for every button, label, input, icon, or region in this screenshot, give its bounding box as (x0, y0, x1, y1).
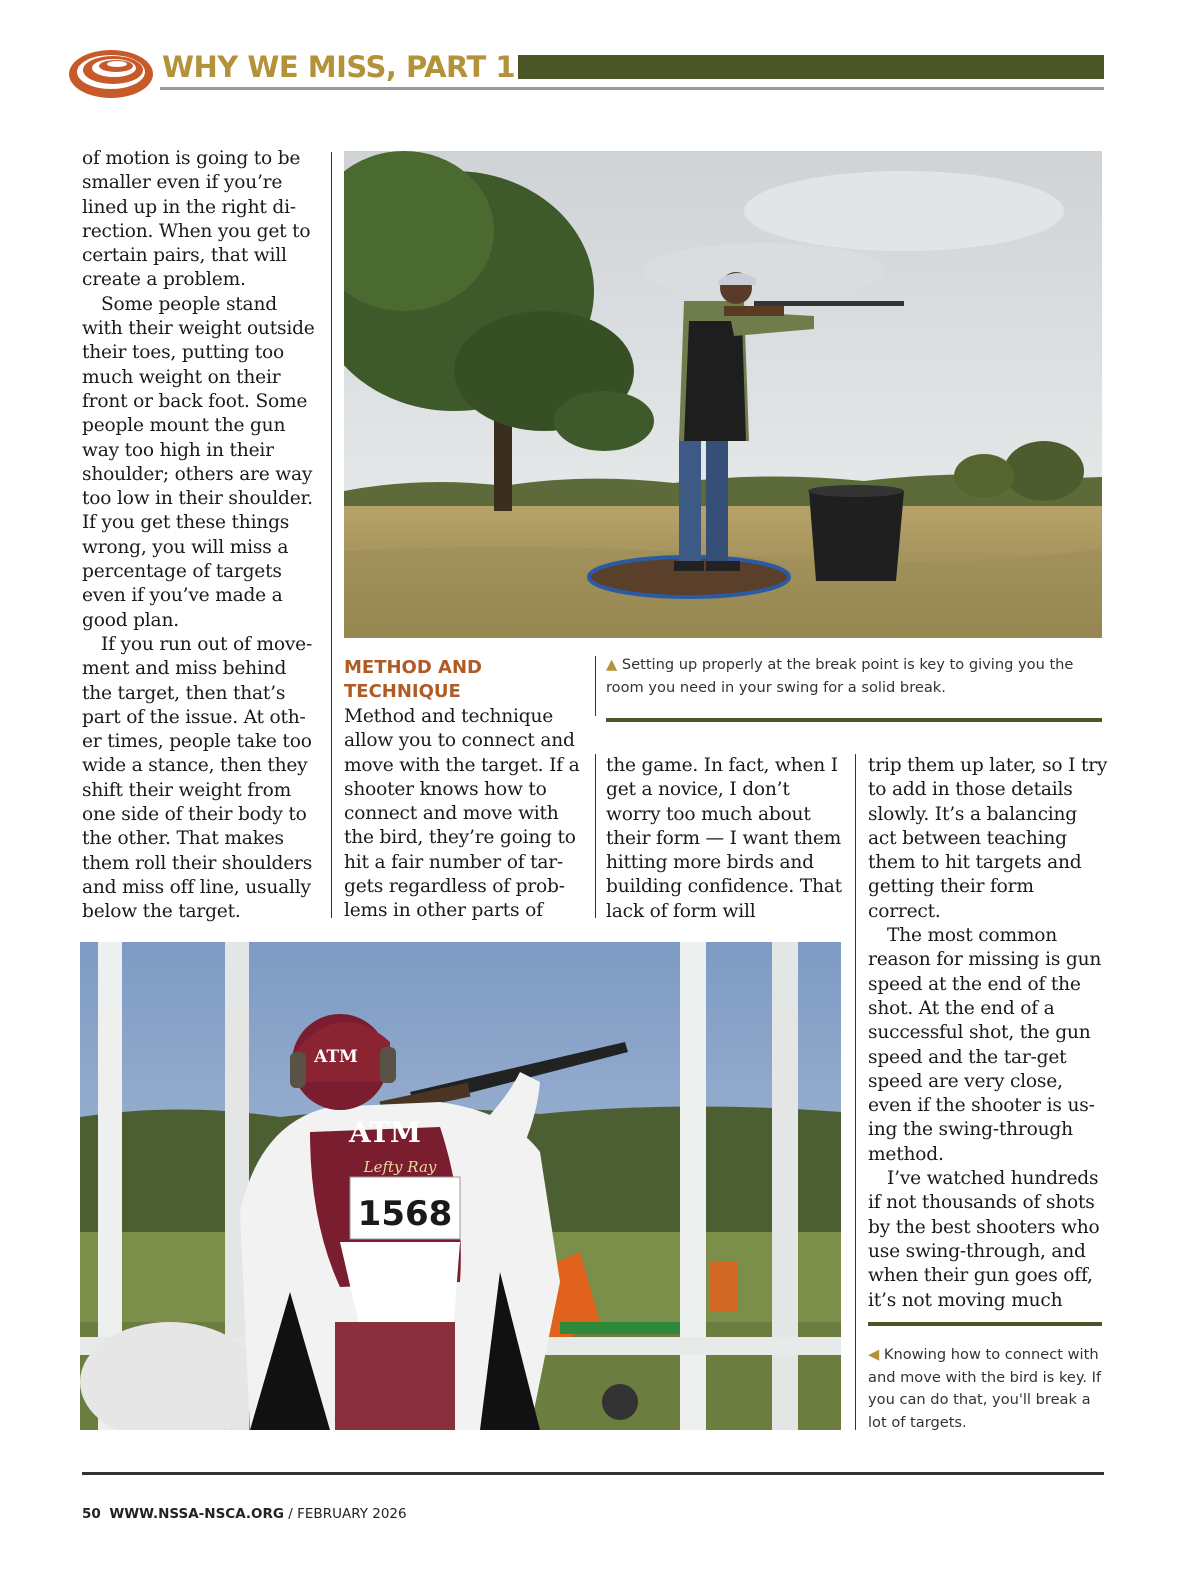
clay-target-logo-icon (66, 42, 156, 102)
vest-name: Lefty Ray (363, 1158, 437, 1176)
page-number: 50 (82, 1506, 101, 1522)
header-bar (518, 55, 1104, 79)
article-column-3 (606, 754, 848, 924)
caption-text: Setting up properly at the break point is key to giving you the room you need in your swing for a solid break. (606, 656, 1074, 696)
photo-shooter-field (344, 151, 1102, 638)
paragraph: The most common reason for missing is gun speed at the end of the shot. At the end of a successful shot, the gun speed and the tar-get speed are very close, even if the shooter is us-ing the swing-through method. (868, 925, 1102, 1165)
caption-triangle-left-icon: ◀ (868, 1346, 880, 1363)
cap-logo: ATM (314, 1047, 358, 1067)
column-divider (595, 754, 596, 918)
column-divider (595, 656, 596, 716)
caption-rule (606, 718, 1102, 722)
caption-text: Knowing how to connect with and move with the bird is key. If you can do that, you'll break a lot of targets. (868, 1346, 1102, 1431)
paragraph: trip them up later, so I try to add in those details slowly. It’s a balancing act between teaching them to hit targets and getting their form correct. (868, 755, 1108, 922)
section-subhead: METHOD AND TECHNIQUE (344, 657, 482, 702)
photo-caption-1 (606, 654, 1102, 699)
vest-logo: ATM (348, 1116, 422, 1149)
paragraph: I’ve watched hundreds if not thousands of shots by the best shooters who use swing-through, and when their gun goes off, it’s not moving much (868, 1168, 1100, 1311)
footer-url: WWW.NSSA-NSCA.ORG (109, 1506, 284, 1522)
article-column-1 (82, 147, 320, 925)
paragraph: of motion is going to be smaller even if you’re lined up in the right di-rection. When you get to certain pairs, that will create a problem. (82, 148, 311, 291)
photo-shooter-stand (80, 942, 841, 1430)
footer-date: / FEBRUARY 2026 (288, 1506, 407, 1522)
page-title: WHY WE MISS, PART 1 (162, 50, 516, 84)
paragraph: the game. In fact, when I get a novice, I don’t worry too much about their form — I want them hitting more birds and building confidence. That lack of form will (606, 755, 842, 922)
article-column-2 (344, 705, 586, 924)
paragraph: Some people stand with their weight outside their toes, putting too much weight on their front or back foot. Some people mount the gun way too high in their shoulder; others are way too low in their shoulder. If you get these things wrong, you will miss a percentage of targets even if you’ve made a good plan. (82, 293, 315, 631)
caption-rule (868, 1322, 1102, 1326)
header-divider (160, 87, 1104, 90)
photo-caption-2 (868, 1344, 1104, 1434)
paragraph: Method and technique allow you to connect and move with the target. If a shooter knows how to connect and move with the bird, they’re going to hit a fair number of tar-gets regardless of prob-lems in other parts of (344, 706, 580, 922)
footer-rule (82, 1472, 1104, 1475)
caption-triangle-up-icon: ▲ (606, 656, 618, 673)
bib-number: 1568 (357, 1194, 453, 1234)
paragraph: If you run out of move-ment and miss behind the target, then that’s part of the issue. At oth-er times, people take too wide a stance, then they shift their weight from one side of their body to the other. That makes them roll their shoulders and miss off line, usually below the target. (82, 633, 313, 923)
column-divider (855, 754, 856, 1430)
column-divider (331, 152, 332, 918)
page-footer (82, 1506, 407, 1522)
article-column-4 (868, 754, 1108, 1313)
